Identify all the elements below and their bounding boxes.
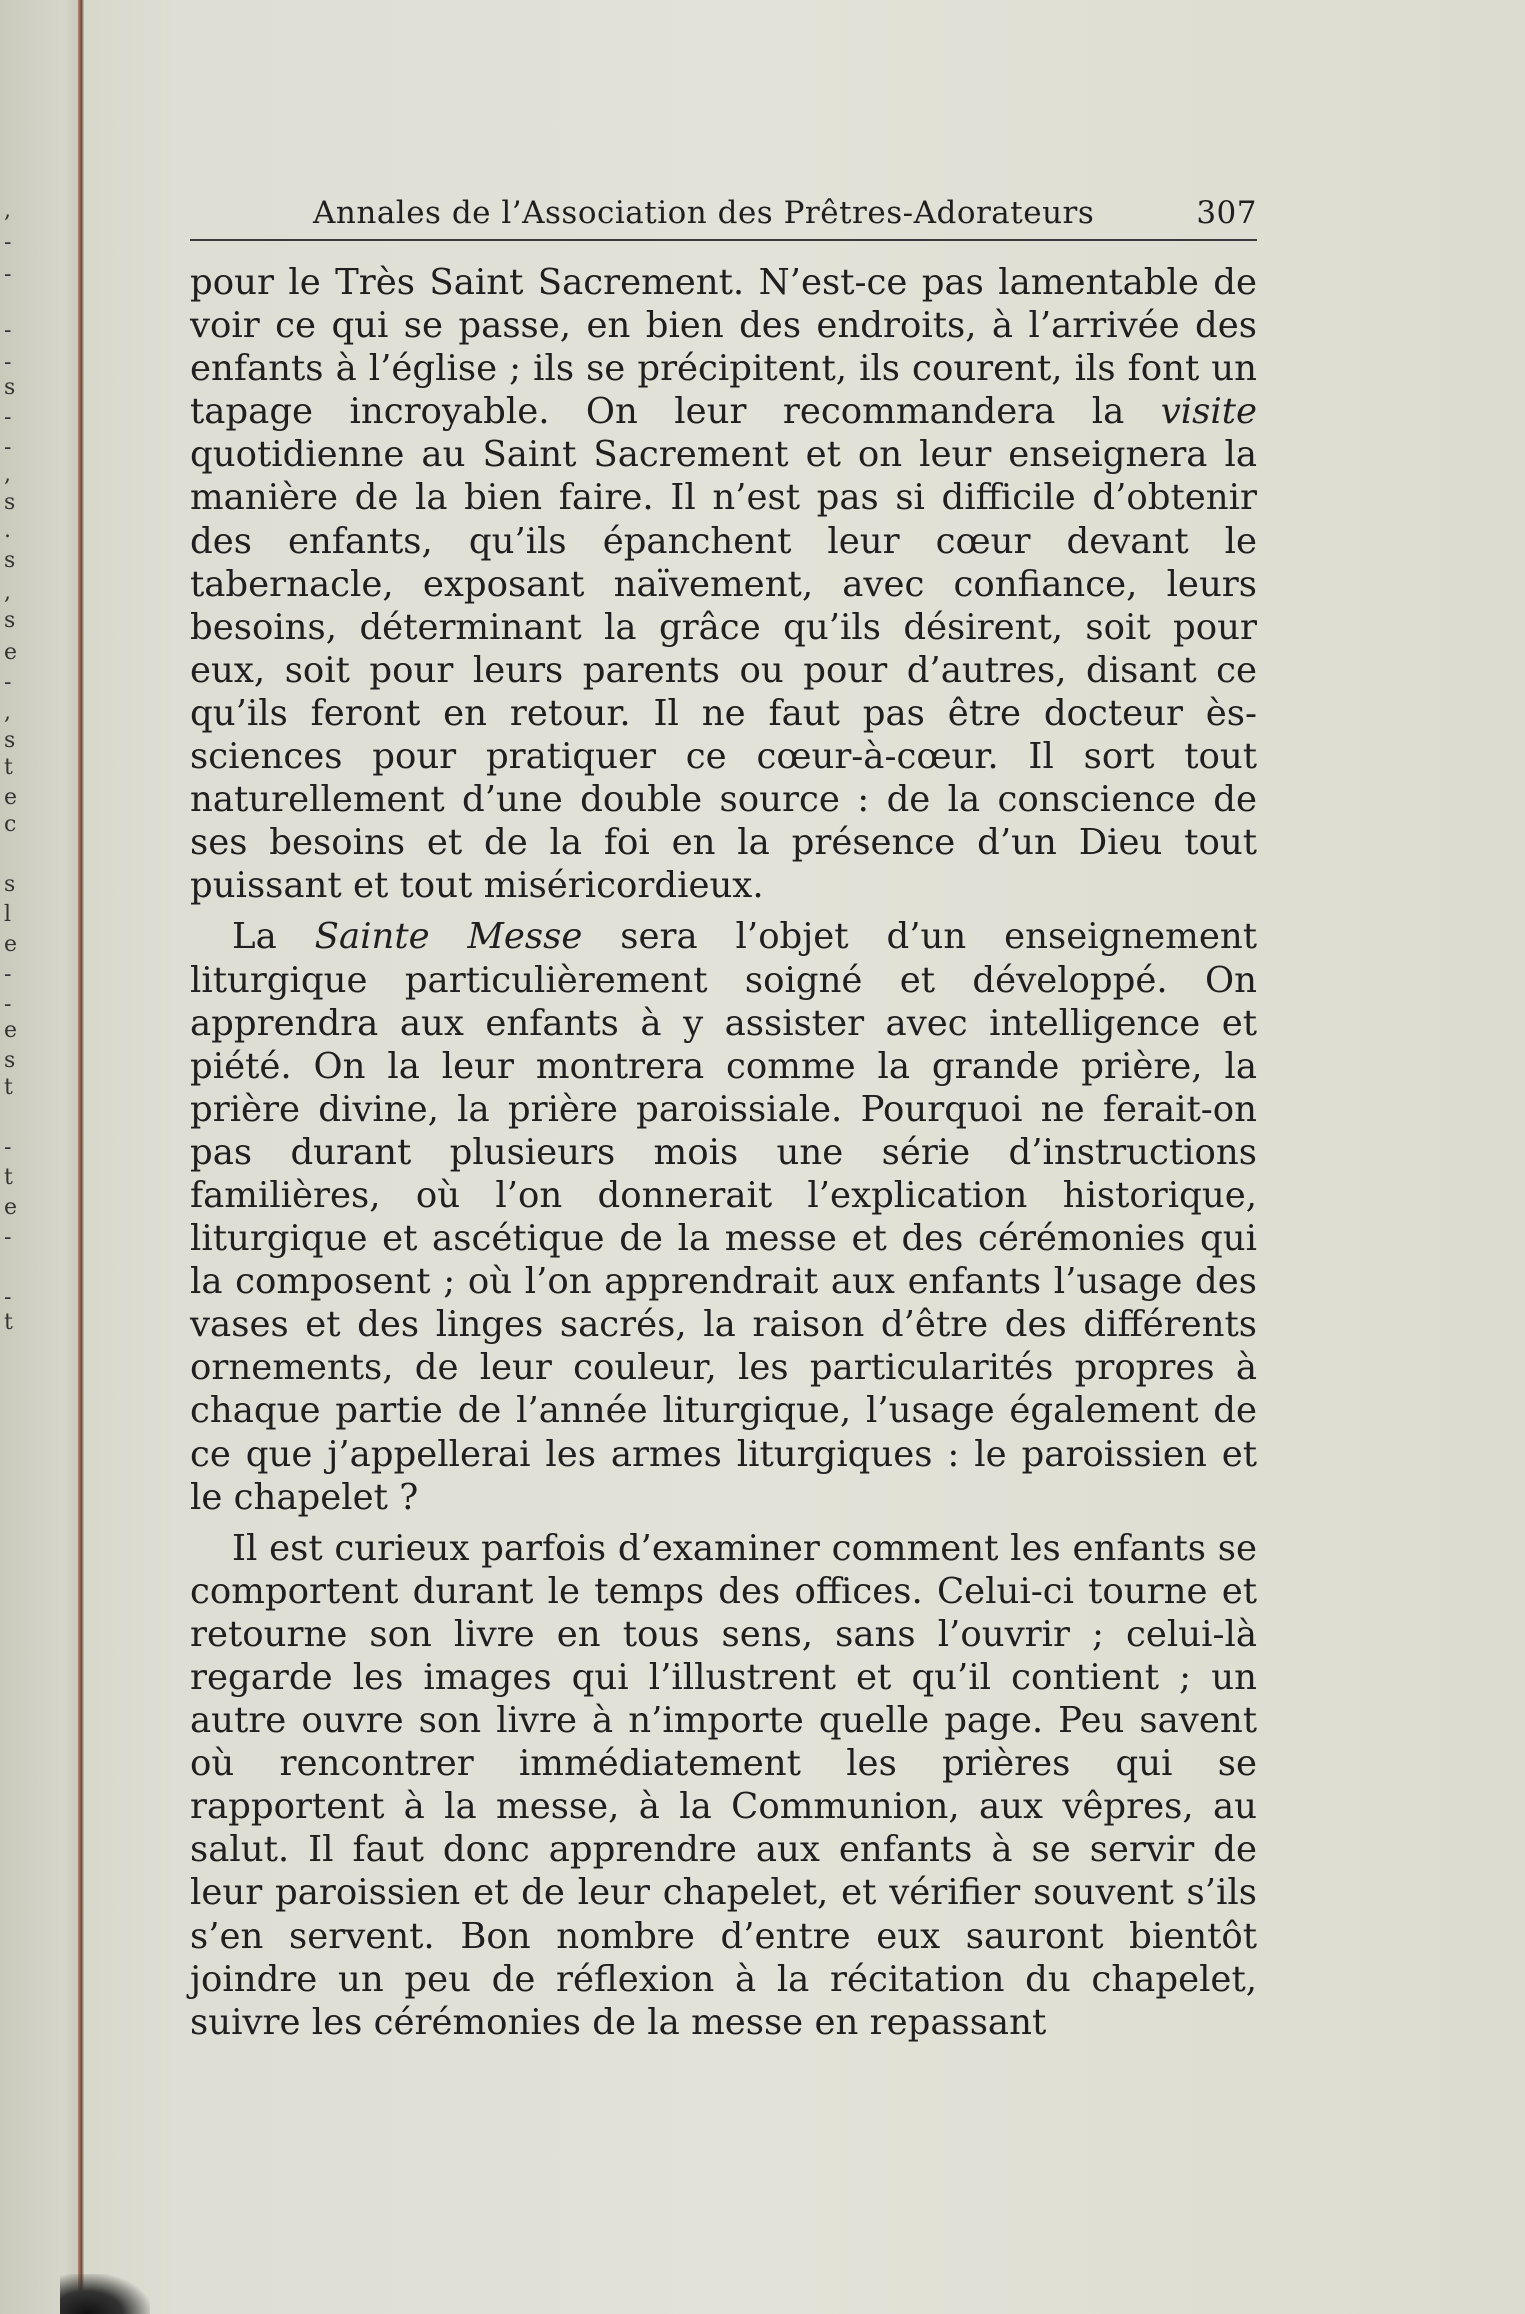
- page-edge: [78, 0, 84, 2314]
- running-head-title: Annales de l’Association des Prêtres-Adorateurs: [313, 195, 1095, 231]
- gutter-mark: -: [4, 1135, 12, 1160]
- gutter-mark: t: [4, 1310, 13, 1335]
- gutter-mark: -: [4, 405, 12, 430]
- text-run: sera l’objet d’un enseignement liturgique particulièrement soigné et développé. On apprendra aux enfants à y assister avec intelligence et piété. On la leur montrera comme la grande prière, la prière divine, la prière paroissiale. Pourquoi ne ferait-on pas durant plusieurs mois une série d’instructions familières, où l’on donnerait l’explication historique, liturgique et ascétique de la messe et des cérémonies qui la composent ; où l’on apprendrait aux enfants l’usage des vases et des linges sacrés, la raison d’être des différents ornements, de leur couleur, les particularités propres à chaque partie de l’année liturgique, l’usage également de ce que j’appellerai les armes liturgiques : le paroissien et le chapelet ?: [190, 916, 1257, 1518]
- gutter-mark: -: [4, 435, 12, 460]
- text-run: pour le Très Saint Sacrement. N’est-ce pas lamentable de voir ce qui se passe, en bien des endroits, à l’arrivée des enfants à l’église ; ils se précipitent, ils courent, ils font un tapage incroyable. On leur recommandera la: [190, 262, 1257, 433]
- book-page: [190, 195, 1257, 2044]
- gutter-mark: s: [4, 548, 16, 573]
- paragraph: [190, 261, 1257, 907]
- gutter-mark: e: [4, 1018, 18, 1043]
- binding-shadow: [60, 2274, 150, 2314]
- gutter-mark: s: [4, 728, 16, 753]
- paragraph: [190, 915, 1257, 1518]
- page-number: 307: [1196, 195, 1257, 231]
- gutter-mark: -: [4, 992, 12, 1017]
- gutter-mark: -: [4, 230, 12, 255]
- gutter-mark: -: [4, 670, 12, 695]
- gutter-mark: c: [4, 812, 17, 837]
- gutter-mark: ,: [4, 700, 11, 725]
- gutter-mark: -: [4, 1225, 12, 1250]
- gutter-mark: -: [4, 1285, 12, 1310]
- gutter-mark: e: [4, 932, 18, 957]
- facing-page-fragments: [0, 0, 20, 2314]
- gutter-mark: e: [4, 785, 18, 810]
- italic-run: Sainte Messe: [314, 916, 583, 958]
- text-run: La: [232, 916, 315, 958]
- gutter-mark: ,: [4, 198, 11, 223]
- gutter-mark: t: [4, 1075, 13, 1100]
- italic-run: visite: [1160, 391, 1257, 433]
- gutter-mark: e: [4, 640, 18, 665]
- text-run: quotidienne au Saint Sacrement et on leur enseignera la manière de la bien faire. Il n’est pas si difficile d’obtenir des enfants, qu’ils épanchent leur cœur devant le tabernacle, exposant naïvement, avec confiance, leurs besoins, déterminant la grâce qu’ils désirent, soit pour eux, soit pour leurs parents ou pour d’autres, disant ce qu’ils feront en retour. Il ne faut pas être docteur ès-sciences pour pratiquer ce cœur-à-cœur. Il sort tout naturellement d’une double source : de la conscience de ses besoins et de la foi en la présence d’un Dieu tout puissant et tout miséricordieux.: [190, 434, 1257, 907]
- gutter-mark: t: [4, 755, 13, 780]
- running-header: [190, 195, 1257, 241]
- gutter-mark: s: [4, 1048, 16, 1073]
- gutter-mark: ,: [4, 580, 11, 605]
- gutter-mark: -: [4, 318, 12, 343]
- gutter-mark: -: [4, 262, 12, 287]
- gutter-mark: l: [4, 902, 12, 927]
- gutter-mark: -: [4, 350, 12, 375]
- gutter-mark: s: [4, 490, 16, 515]
- gutter-mark: t: [4, 1165, 13, 1190]
- gutter-mark: s: [4, 375, 16, 400]
- gutter-mark: s: [4, 608, 16, 633]
- gutter-mark: s: [4, 872, 16, 897]
- gutter-mark: -: [4, 962, 12, 987]
- gutter-mark: ,: [4, 462, 11, 487]
- paragraph: [190, 1527, 1257, 2044]
- text-run: Il est curieux parfois d’examiner comment les enfants se comportent durant le temps des offices. Celui-ci tourne et retourne son livre en tous sens, sans l’ouvrir ; celui-là regarde les images qui l’illustrent et qu’il contient ; un autre ouvre son livre à n’importe quelle page. Peu savent où rencontrer immédiatement les prières qui se rapportent à la messe, à la Communion, aux vêpres, au salut. Il faut donc apprendre aux enfants à se servir de leur paroissien et de leur chapelet, et vérifier souvent s’ils s’en servent. Bon nombre d’entre eux sauront bientôt joindre un peu de réflexion à la récitation du chapelet, suivre les cérémonies de la messe en repassant: [190, 1527, 1257, 2043]
- gutter-mark: e: [4, 1195, 18, 1220]
- body-text: [190, 261, 1257, 2044]
- gutter-mark: .: [4, 518, 11, 543]
